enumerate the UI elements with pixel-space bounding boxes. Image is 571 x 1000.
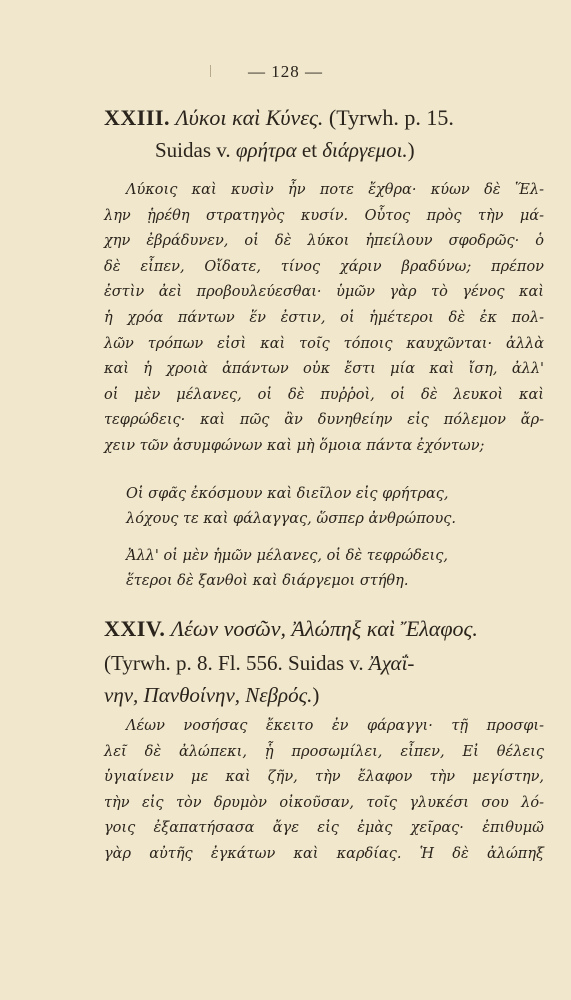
ref-text: (Tyrwh. p. 8. Fl. 556. Suidas v.	[104, 651, 364, 675]
prose-line: γὰρ αὐτῆς ἐγκάτων καὶ καρδίας. Ἡ δὲ ἀλώπηξ	[104, 845, 544, 862]
fable-24-heading-line2	[104, 648, 544, 678]
ref-greek-words: νην, Πανθοίνην, Νεβρός.	[104, 683, 313, 707]
verse-line: Οἱ σφᾶς ἐκόσμουν καὶ διεῖλον εἰς φρήτρας,	[126, 486, 449, 502]
prose-line: ἡ χρόα πάντων ἕν ἐστιν, οἱ ἡμέτεροι δὲ ἐκ πολ-	[104, 309, 544, 326]
prose-line: ὑγιαίνειν με καὶ ζῆν, τὴν ἔλαφον τὴν μεγίστην,	[104, 769, 544, 786]
ref-greek-word: διάργεμοι.	[322, 138, 408, 162]
fable-23-heading-line2	[155, 135, 555, 165]
prose-line: λεῖ δὲ ἀλώπεκι, ᾗ προσωμίλει, εἶπεν, Εἰ θέλεις	[104, 743, 544, 760]
page-number: — 128 —	[248, 62, 323, 81]
fable-23-verse-1	[126, 482, 546, 532]
prose-line: τεφρώδεις· καὶ πῶς ἂν δυνηθείην εἰς πόλεμον ἄρ-	[104, 412, 544, 429]
prose-line: λην ᾑρέθη στρατηγὸς κυσίν. Οὗτος πρὸς τὴν μά-	[104, 207, 544, 224]
ref-greek-word: φρήτρα	[235, 138, 297, 162]
fable-24-heading	[104, 614, 554, 644]
verse-line: ἕτεροι δὲ ξανθοὶ καὶ διάργεμοι στήθη.	[126, 573, 409, 589]
fable-24-heading-line3	[104, 680, 544, 710]
prose-line: γοις ἐξαπατήσασα ἄγε εἰς ἐμὰς χεῖρας· ἐπιθυμῶ	[104, 820, 544, 837]
verse-line: λόχους τε καὶ φάλαγγας, ὥσπερ ἀνθρώπους.	[126, 511, 457, 527]
ref-greek-word: Ἀχαΐ-	[368, 651, 415, 675]
prose-line: Λύκοις καὶ κυσὶν ἦν ποτε ἔχθρα· κύων δὲ Ἕλ-	[126, 182, 544, 198]
prose-line: οἱ μὲν μέλανες, οἱ δὲ πυῤῥοὶ, οἱ δὲ λευκοὶ καὶ	[104, 386, 544, 403]
fable-23-heading	[104, 103, 554, 133]
fable-23-number: XXIII.	[104, 105, 170, 130]
verse-line: Ἀλλ' οἱ μὲν ἡμῶν μέλανες, οἱ δὲ τεφρώδεις,	[126, 548, 448, 564]
ref-text: )	[312, 683, 320, 707]
fable-23-prose	[104, 178, 544, 460]
fable-23-title: Λύκοι καὶ Κύνες.	[175, 105, 324, 130]
prose-line: ἐστὶν ἀεὶ προβουλεύεσθαι· ὑμῶν γὰρ τὸ γένος καὶ	[104, 284, 544, 301]
prose-line: τὴν εἰς τὸν δρυμὸν οἰκοῦσαν, τοῖς γλυκέσι σου λό-	[104, 794, 544, 811]
ref-text: )	[407, 138, 415, 162]
fable-24-title: Λέων νοσῶν, Ἀλώπηξ καὶ Ἔλαφος.	[170, 616, 478, 641]
prose-line: χειν τῶν ἀσυμφώνων καὶ μὴ ὅμοια πάντα ἐχόντων;	[104, 437, 485, 454]
prose-line: δὲ εἶπεν, Οἴδατε, τίνος χάριν βραδύνω; πρέπον	[104, 258, 544, 275]
fable-23-reference: (Tyrwh. p. 15.	[328, 105, 454, 130]
prose-line: Λέων νοσήσας ἔκειτο ἐν φάραγγι· τῇ προσφι-	[126, 718, 544, 734]
prose-line: λῶν τρόπων εἰσὶ καὶ τοῖς τόποις καυχῶνται· ἀλλὰ	[104, 335, 544, 352]
ref-text: et	[301, 138, 318, 162]
fable-24-number: XXIV.	[104, 616, 166, 641]
prose-line: χην ἐβράδυνεν, οἱ δὲ λύκοι ἠπείλουν σφοδρῶς· ὁ	[104, 233, 544, 250]
fable-24-prose	[104, 714, 544, 868]
ref-text: Suidas v.	[155, 138, 231, 162]
prose-line: καὶ ἡ χροιὰ ἁπάντων οὐκ ἔστι μία καὶ ἴση, ἀλλ'	[104, 361, 544, 378]
fable-23-verse-2	[126, 544, 546, 594]
